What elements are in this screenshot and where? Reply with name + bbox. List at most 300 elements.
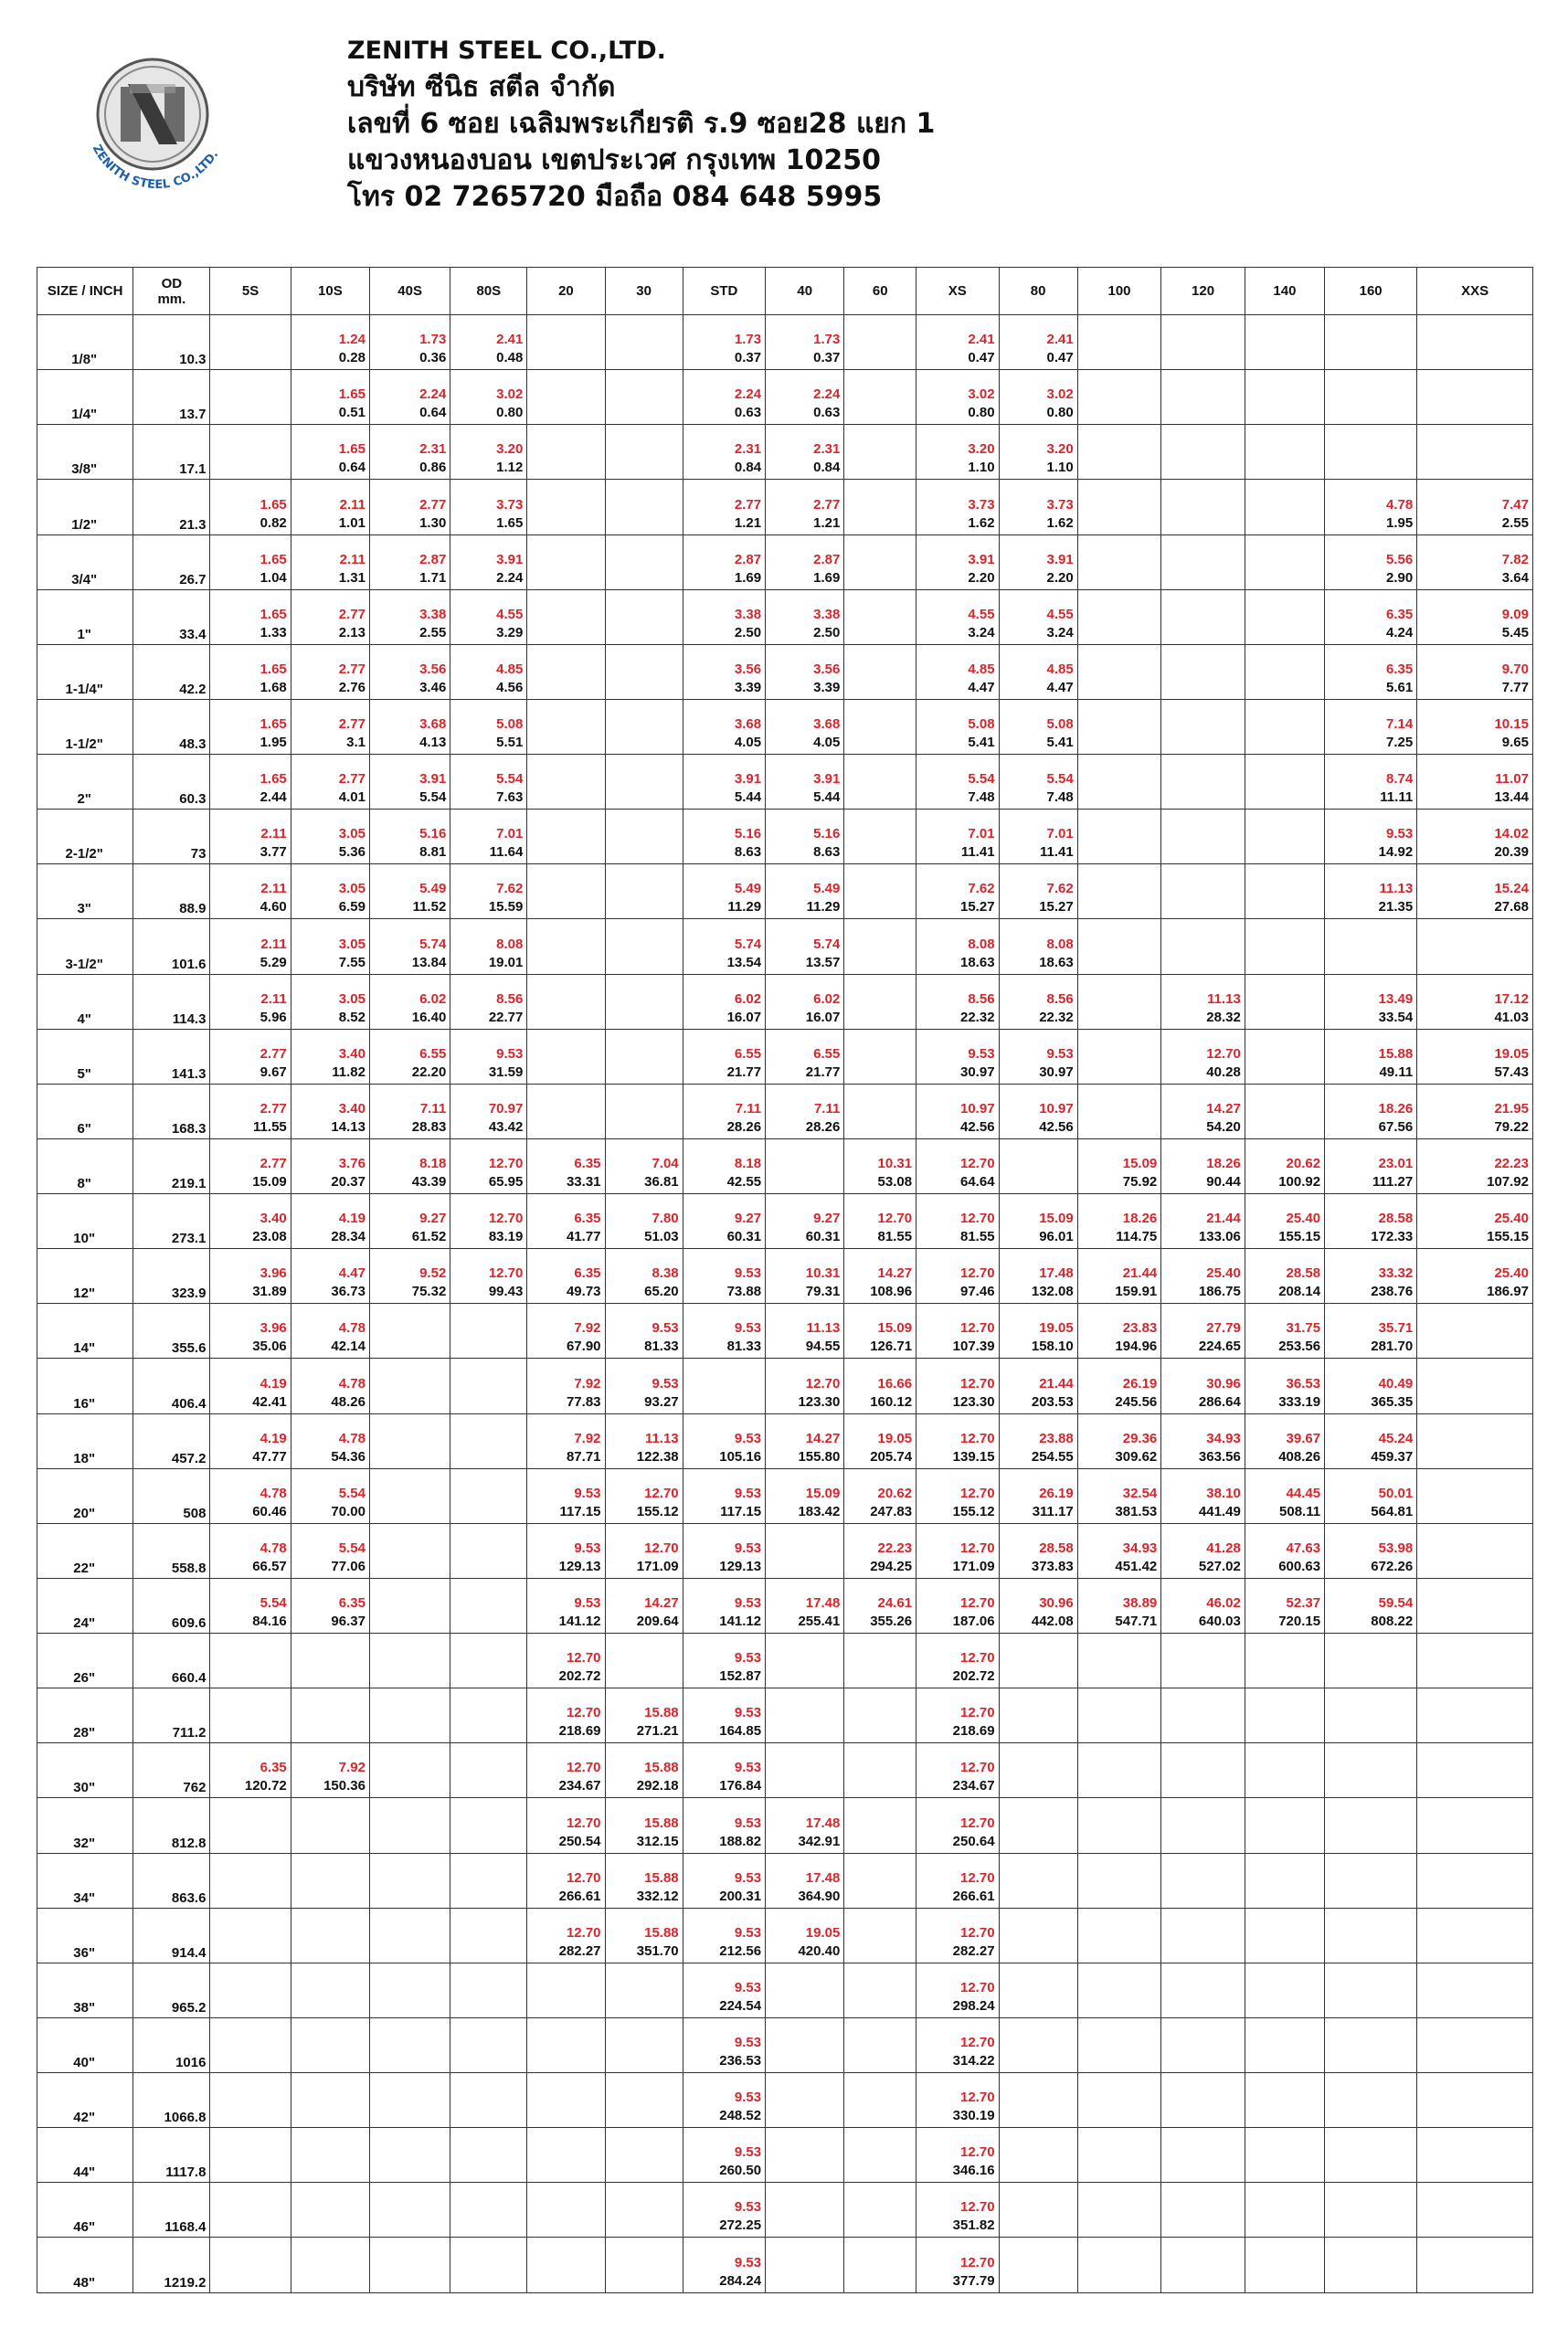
wall-thickness-value: 8.56	[968, 990, 995, 1007]
table-row	[37, 1249, 1533, 1304]
schedule-cell	[210, 1908, 291, 1963]
wall-thickness-value: 36.53	[1286, 1375, 1321, 1392]
schedule-cell	[916, 2183, 999, 2238]
weight-value: 640.03	[1198, 1614, 1241, 1629]
wall-thickness-value: 28.58	[1378, 1211, 1414, 1227]
schedule-cell	[1417, 1853, 1533, 1908]
schedule-cell	[1417, 1634, 1533, 1688]
schedule-cell	[291, 480, 369, 534]
wall-thickness-value: 12.70	[877, 1211, 913, 1227]
schedule-cell	[527, 1029, 605, 1084]
weight-value: 266.61	[952, 1888, 995, 1904]
pipe-schedule-table	[37, 267, 1533, 2293]
wall-thickness-value: 6.35	[1385, 606, 1414, 622]
wall-thickness-value: 11.07	[1495, 771, 1529, 788]
schedule-cell	[450, 755, 527, 810]
pipe-size-cell: 28"	[37, 1688, 133, 1743]
schedule-cell	[605, 699, 683, 754]
schedule-cell	[605, 644, 683, 699]
weight-value: 218.69	[558, 1723, 601, 1740]
pipe-size-cell: 1"	[37, 589, 133, 644]
weight-value: 160.12	[870, 1393, 913, 1410]
schedule-cell	[369, 1468, 450, 1523]
schedule-cell	[1417, 1468, 1533, 1523]
wall-thickness-value: 1.65	[260, 771, 287, 788]
weight-value: 5.44	[813, 789, 841, 806]
weight-value: 9.65	[1501, 735, 1529, 750]
company-address-line1: เลขที่ 6 ซอย เฉลิมพระเกียรติ ร.9 ซอย28 แยก 1	[347, 108, 936, 140]
schedule-cell	[291, 1743, 369, 1798]
weight-value: 31.89	[252, 1284, 287, 1300]
schedule-cell	[291, 974, 369, 1029]
schedule-cell	[766, 370, 844, 425]
weight-value: 60.46	[252, 1503, 287, 1519]
wall-thickness-value: 8.56	[1046, 990, 1074, 1007]
outside-diameter-cell: 13.7	[133, 370, 210, 425]
wall-thickness-value: 9.53	[734, 2035, 762, 2050]
wall-thickness-value: 2.31	[813, 441, 841, 458]
pipe-size-cell: 14"	[37, 1304, 133, 1359]
schedule-cell	[527, 2183, 605, 2238]
schedule-cell	[916, 1468, 999, 1523]
wall-thickness-value: 2.87	[734, 551, 762, 567]
weight-value: 0.64	[338, 460, 366, 476]
weight-value: 4.47	[968, 679, 995, 695]
pipe-schedule-table-container	[37, 267, 1533, 2293]
schedule-cell	[527, 2017, 605, 2072]
weight-value: 5.36	[338, 844, 366, 861]
weight-value: 364.90	[798, 1888, 841, 1904]
weight-value: 20.39	[1494, 844, 1529, 861]
schedule-cell	[210, 1634, 291, 1688]
wall-thickness-value: 5.08	[496, 716, 524, 732]
weight-value: 1.21	[813, 514, 841, 531]
schedule-cell	[1077, 644, 1161, 699]
wall-thickness-value: 9.53	[574, 1485, 601, 1501]
weight-value: 7.25	[1385, 735, 1414, 750]
weight-value: 1.62	[1046, 514, 1074, 531]
wall-thickness-value: 3.96	[260, 1265, 287, 1282]
schedule-cell	[916, 2073, 999, 2128]
schedule-cell	[210, 1853, 291, 1908]
schedule-cell	[766, 1084, 844, 1138]
outside-diameter-cell: 17.1	[133, 425, 210, 480]
schedule-cell	[999, 1304, 1077, 1359]
weight-value: 672.26	[1371, 1558, 1414, 1574]
weight-value: 332.12	[636, 1888, 679, 1904]
wall-thickness-value: 3.20	[968, 441, 995, 458]
schedule-cell	[450, 1304, 527, 1359]
schedule-cell	[1245, 974, 1324, 1029]
schedule-cell	[369, 1634, 450, 1688]
weight-value: 65.95	[488, 1174, 524, 1190]
wall-thickness-value: 3.05	[338, 936, 366, 952]
schedule-cell	[369, 534, 450, 589]
schedule-cell	[1161, 1634, 1245, 1688]
wall-thickness-value: 9.53	[734, 2199, 762, 2216]
wall-thickness-value: 30.96	[1039, 1595, 1074, 1611]
wall-thickness-value: 12.70	[960, 1869, 995, 1886]
schedule-cell	[844, 864, 916, 919]
column-header: 30	[605, 268, 683, 315]
schedule-cell	[1077, 1578, 1161, 1633]
schedule-cell	[844, 2238, 916, 2293]
schedule-cell	[210, 1963, 291, 2017]
wall-thickness-value: 7.82	[1501, 551, 1529, 567]
wall-thickness-value: 25.40	[1494, 1265, 1529, 1282]
schedule-cell	[210, 755, 291, 810]
schedule-cell	[605, 370, 683, 425]
schedule-cell	[1245, 1908, 1324, 1963]
wall-thickness-value: 12.70	[960, 1265, 995, 1282]
schedule-cell	[1161, 1578, 1245, 1633]
schedule-cell	[1417, 864, 1533, 919]
schedule-cell	[291, 315, 369, 370]
weight-value: 2.24	[496, 569, 524, 586]
weight-value: 5.61	[1385, 679, 1414, 695]
wall-thickness-value: 6.35	[260, 1760, 287, 1776]
weight-value: 203.53	[1031, 1393, 1074, 1410]
column-header: STD	[683, 268, 765, 315]
weight-value: 2.50	[734, 624, 762, 640]
wall-thickness-value: 23.01	[1378, 1156, 1414, 1171]
weight-value: 547.71	[1115, 1614, 1158, 1629]
wall-thickness-value: 1.24	[338, 332, 366, 348]
schedule-cell	[291, 810, 369, 864]
wall-thickness-value: 15.88	[644, 1924, 679, 1941]
weight-value: 4.60	[260, 899, 287, 915]
schedule-cell	[450, 1634, 527, 1688]
schedule-cell	[527, 974, 605, 1029]
schedule-cell	[605, 1029, 683, 1084]
pipe-size-cell: 1/8"	[37, 315, 133, 370]
table-row	[37, 974, 1533, 1029]
outside-diameter-cell: 711.2	[133, 1688, 210, 1743]
schedule-cell	[1325, 425, 1417, 480]
schedule-cell	[527, 1138, 605, 1193]
schedule-cell	[1245, 1029, 1324, 1084]
schedule-cell	[450, 1963, 527, 2017]
weight-value: 9.67	[260, 1064, 287, 1080]
schedule-cell	[527, 644, 605, 699]
schedule-cell	[1417, 2183, 1533, 2238]
wall-thickness-value: 5.16	[419, 826, 447, 842]
wall-thickness-value: 2.41	[1046, 332, 1074, 348]
weight-value: 43.39	[411, 1174, 447, 1190]
weight-value: 141.12	[719, 1614, 762, 1629]
schedule-cell	[916, 919, 999, 974]
schedule-cell	[1077, 315, 1161, 370]
schedule-cell	[844, 974, 916, 1029]
schedule-cell	[291, 1688, 369, 1743]
wall-thickness-value: 3.73	[1046, 496, 1074, 513]
schedule-cell	[1417, 644, 1533, 699]
outside-diameter-cell: 914.4	[133, 1908, 210, 1963]
schedule-cell	[605, 2183, 683, 2238]
outside-diameter-cell: 26.7	[133, 534, 210, 589]
wall-thickness-value: 28.58	[1286, 1265, 1321, 1282]
wall-thickness-value: 31.75	[1286, 1320, 1321, 1337]
logo-text: ZENITH STEEL CO.,LTD.	[89, 143, 222, 193]
schedule-cell	[1077, 864, 1161, 919]
schedule-cell	[210, 1798, 291, 1853]
wall-thickness-value: 11.13	[1207, 990, 1241, 1007]
wall-thickness-value: 11.13	[1379, 881, 1414, 897]
weight-value: 600.63	[1278, 1558, 1321, 1574]
weight-value: 21.77	[805, 1064, 841, 1080]
schedule-cell	[916, 1413, 999, 1468]
schedule-cell	[916, 1743, 999, 1798]
weight-value: 212.56	[719, 1942, 762, 1959]
wall-thickness-value: 23.83	[1122, 1320, 1158, 1337]
schedule-cell	[844, 534, 916, 589]
weight-value: 0.48	[496, 350, 524, 366]
wall-thickness-value: 20.62	[1286, 1156, 1321, 1171]
schedule-cell	[1325, 1578, 1417, 1633]
schedule-cell	[1325, 864, 1417, 919]
weight-value: 81.33	[644, 1339, 679, 1355]
schedule-cell	[1161, 2183, 1245, 2238]
schedule-cell	[683, 1634, 765, 1688]
weight-value: 117.15	[720, 1503, 762, 1519]
schedule-cell	[450, 589, 527, 644]
schedule-cell	[291, 919, 369, 974]
wall-thickness-value: 26.19	[1122, 1375, 1158, 1392]
wall-thickness-value: 19.05	[877, 1430, 913, 1446]
schedule-cell	[527, 755, 605, 810]
wall-thickness-value: 6.02	[419, 990, 447, 1007]
weight-value: 330.19	[952, 2108, 995, 2124]
schedule-cell	[766, 2238, 844, 2293]
company-address-line2: แขวงหนองบอน เขตประเวศ กรุงเทพ 10250	[347, 144, 881, 176]
schedule-cell	[1245, 425, 1324, 480]
schedule-cell	[844, 2073, 916, 2128]
wall-thickness-value: 3.20	[496, 441, 524, 458]
wall-thickness-value: 21.44	[1206, 1211, 1241, 1227]
schedule-cell	[1325, 370, 1417, 425]
table-row	[37, 315, 1533, 370]
outside-diameter-cell: 273.1	[133, 1194, 210, 1249]
weight-value: 11.41	[1040, 844, 1074, 861]
schedule-cell	[683, 1413, 765, 1468]
schedule-cell	[605, 425, 683, 480]
schedule-cell	[1077, 425, 1161, 480]
wall-thickness-value: 9.70	[1501, 661, 1529, 677]
pipe-size-cell: 26"	[37, 1634, 133, 1688]
wall-thickness-value: 8.08	[496, 936, 524, 952]
schedule-cell	[291, 1249, 369, 1304]
weight-value: 0.47	[968, 350, 995, 366]
table-row	[37, 2017, 1533, 2072]
schedule-cell	[291, 2238, 369, 2293]
wall-thickness-value: 7.92	[574, 1320, 601, 1337]
schedule-cell	[766, 1963, 844, 2017]
wall-thickness-value: 4.19	[260, 1430, 287, 1446]
schedule-cell	[1077, 755, 1161, 810]
wall-thickness-value: 5.54	[338, 1540, 366, 1556]
table-row	[37, 1138, 1533, 1193]
schedule-cell	[1245, 2073, 1324, 2128]
pipe-size-cell: 42"	[37, 2073, 133, 2128]
weight-value: 164.85	[719, 1723, 762, 1740]
wall-thickness-value: 41.28	[1206, 1540, 1241, 1556]
weight-value: 7.55	[338, 954, 366, 970]
schedule-cell	[450, 1249, 527, 1304]
schedule-cell	[291, 2183, 369, 2238]
schedule-cell	[605, 919, 683, 974]
weight-value: 4.01	[338, 789, 366, 806]
schedule-cell	[766, 425, 844, 480]
schedule-cell	[369, 1743, 450, 1798]
weight-value: 60.31	[726, 1229, 762, 1245]
schedule-cell	[683, 1908, 765, 1963]
wall-thickness-value: 7.14	[1385, 716, 1414, 732]
wall-thickness-value: 25.40	[1494, 1211, 1529, 1227]
weight-value: 79.31	[805, 1284, 841, 1300]
schedule-cell	[916, 864, 999, 919]
schedule-cell	[450, 1523, 527, 1578]
schedule-cell	[1417, 1578, 1533, 1633]
wall-thickness-value: 12.70	[960, 1211, 995, 1227]
wall-thickness-value: 12.70	[566, 1650, 601, 1667]
schedule-cell	[450, 1468, 527, 1523]
wall-thickness-value: 5.08	[968, 716, 995, 732]
weight-value: 97.46	[960, 1284, 995, 1300]
pipe-size-cell: 1-1/4"	[37, 644, 133, 699]
wall-thickness-value: 33.32	[1378, 1265, 1414, 1282]
weight-value: 5.41	[968, 735, 995, 750]
weight-value: 245.56	[1115, 1393, 1158, 1410]
weight-value: 3.1	[346, 735, 366, 750]
schedule-cell	[1417, 2128, 1533, 2183]
weight-value: 373.83	[1031, 1558, 1074, 1574]
wall-thickness-value: 18.26	[1378, 1100, 1414, 1117]
schedule-cell	[766, 810, 844, 864]
weight-value: 114.75	[1116, 1229, 1158, 1245]
schedule-cell	[1325, 1194, 1417, 1249]
wall-thickness-value: 23.88	[1039, 1430, 1074, 1446]
wall-thickness-value: 9.53	[574, 1595, 601, 1611]
schedule-cell	[766, 2017, 844, 2072]
schedule-cell	[844, 1578, 916, 1633]
schedule-cell	[1325, 1359, 1417, 1413]
schedule-cell	[450, 2073, 527, 2128]
schedule-cell	[369, 1578, 450, 1633]
wall-thickness-value: 2.11	[339, 496, 366, 513]
wall-thickness-value: 29.36	[1122, 1430, 1158, 1446]
schedule-cell	[1077, 480, 1161, 534]
schedule-cell	[210, 370, 291, 425]
wall-thickness-value: 6.35	[1385, 661, 1414, 677]
wall-thickness-value: 5.54	[338, 1485, 366, 1501]
wall-thickness-value: 9.53	[734, 1924, 762, 1941]
wall-thickness-value: 5.49	[734, 881, 762, 897]
schedule-cell	[1077, 699, 1161, 754]
schedule-cell	[450, 2017, 527, 2072]
weight-value: 77.06	[331, 1558, 366, 1574]
schedule-cell	[844, 2183, 916, 2238]
weight-value: 266.61	[558, 1888, 601, 1904]
schedule-cell	[527, 1523, 605, 1578]
schedule-cell	[291, 699, 369, 754]
column-header: 80S	[450, 268, 527, 315]
schedule-cell	[683, 1249, 765, 1304]
schedule-cell	[369, 1084, 450, 1138]
schedule-cell	[1161, 974, 1245, 1029]
weight-value: 186.75	[1198, 1284, 1241, 1300]
wall-thickness-value: 3.40	[260, 1211, 287, 1227]
wall-thickness-value: 5.56	[1385, 551, 1414, 567]
schedule-cell	[844, 2128, 916, 2183]
weight-value: 171.09	[636, 1558, 679, 1574]
wall-thickness-value: 10.97	[960, 1100, 995, 1117]
wall-thickness-value: 3.91	[734, 771, 762, 788]
schedule-cell	[1245, 1413, 1324, 1468]
wall-thickness-value: 6.02	[734, 990, 762, 1007]
table-row	[37, 810, 1533, 864]
table-row	[37, 1688, 1533, 1743]
weight-value: 209.64	[636, 1614, 679, 1629]
schedule-cell	[999, 755, 1077, 810]
schedule-cell	[450, 1359, 527, 1413]
wall-thickness-value: 12.70	[960, 1815, 995, 1831]
schedule-cell	[1161, 1249, 1245, 1304]
schedule-cell	[1325, 534, 1417, 589]
wall-thickness-value: 20.62	[877, 1485, 913, 1501]
wall-thickness-value: 4.85	[968, 661, 995, 677]
wall-thickness-value: 2.77	[338, 661, 366, 677]
schedule-cell	[1245, 919, 1324, 974]
schedule-cell	[999, 1249, 1077, 1304]
schedule-cell	[1161, 919, 1245, 974]
schedule-cell	[1077, 919, 1161, 974]
schedule-cell	[766, 864, 844, 919]
weight-value: 0.84	[734, 460, 762, 476]
wall-thickness-value: 9.53	[496, 1045, 524, 1062]
table-row	[37, 644, 1533, 699]
wall-thickness-value: 3.68	[734, 716, 762, 732]
wall-thickness-value: 9.53	[734, 1430, 762, 1446]
weight-value: 77.83	[566, 1393, 601, 1410]
wall-thickness-value: 70.97	[488, 1100, 524, 1117]
wall-thickness-value: 12.70	[960, 2199, 995, 2216]
schedule-cell	[766, 2128, 844, 2183]
weight-value: 2.76	[338, 679, 366, 695]
schedule-cell	[291, 1138, 369, 1193]
schedule-cell	[844, 1359, 916, 1413]
schedule-cell	[1245, 864, 1324, 919]
weight-value: 5.51	[496, 735, 524, 750]
wall-thickness-value: 9.53	[734, 1869, 762, 1886]
weight-value: 3.29	[496, 624, 524, 640]
schedule-cell	[1077, 2073, 1161, 2128]
schedule-cell	[1245, 1578, 1324, 1633]
weight-value: 155.80	[798, 1448, 841, 1465]
wall-thickness-value: 3.05	[338, 990, 366, 1007]
wall-thickness-value: 12.70	[805, 1375, 841, 1392]
wall-thickness-value: 7.04	[652, 1156, 679, 1171]
schedule-cell	[450, 370, 527, 425]
wall-thickness-value: 15.88	[644, 1705, 679, 1721]
outside-diameter-cell: 863.6	[133, 1853, 210, 1908]
wall-thickness-value: 3.73	[968, 496, 995, 513]
weight-value: 19.01	[488, 954, 524, 970]
schedule-cell	[210, 1084, 291, 1138]
schedule-cell	[1325, 1084, 1417, 1138]
wall-thickness-value: 2.87	[419, 551, 447, 567]
pipe-size-cell: 10"	[37, 1194, 133, 1249]
pipe-size-cell: 3/4"	[37, 534, 133, 589]
